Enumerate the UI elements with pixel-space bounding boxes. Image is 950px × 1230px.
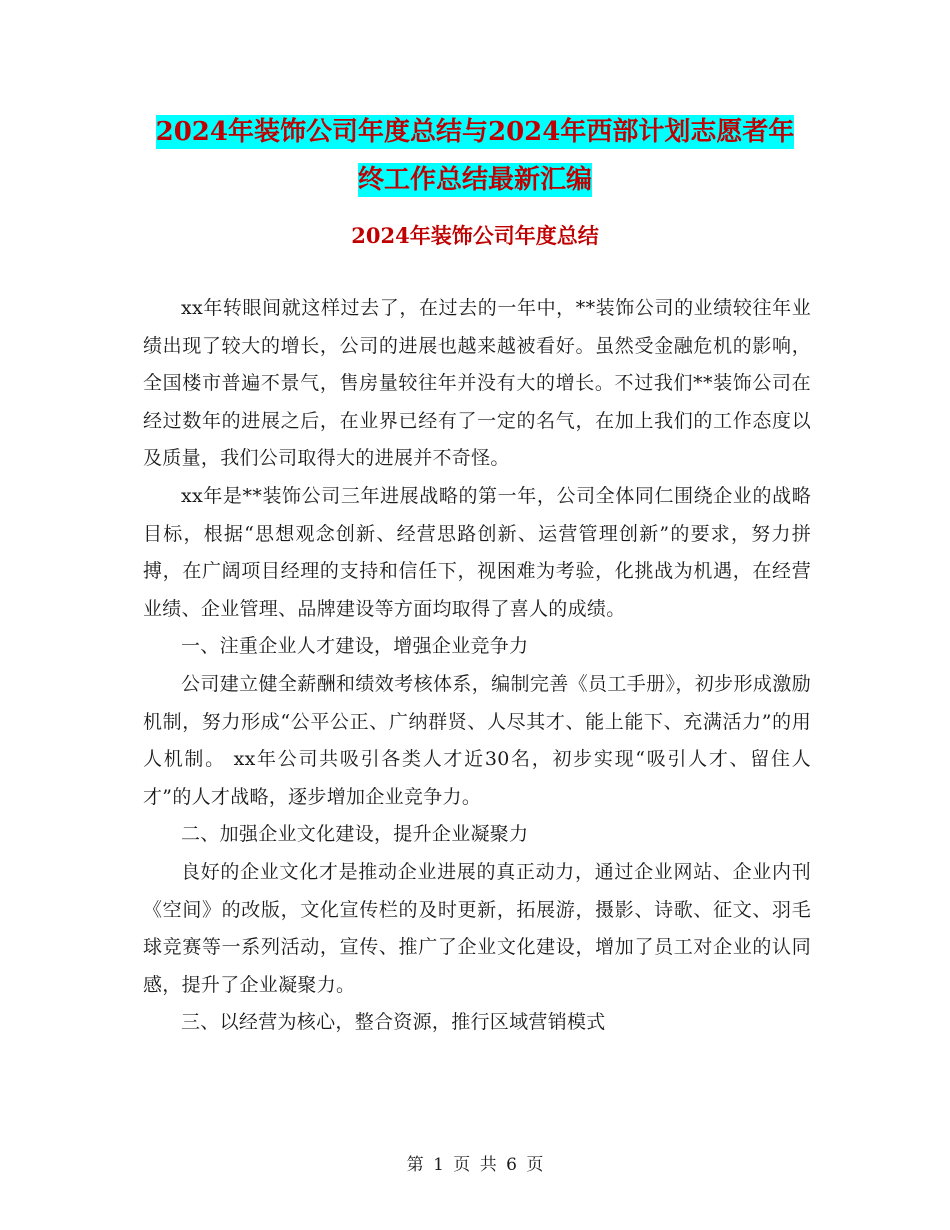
heading-paragraph: 二、加强企业文化建设，提升企业凝聚力 xyxy=(181,823,529,846)
document-title-line-1: 2024年装饰公司年度总结与2024年西部计划志愿者年 xyxy=(155,117,795,147)
paragraph: 良好的企业文化才是推动企业进展的真正动力，通过企业网站、企业内刊《空间》的改版，文化宣传栏的及时更新，拓展游，摄影、诗歌、征文、羽毛球竞赛等一系列活动，宣传、推广了企业文化建设，增加了员工对企业的认同感，提升了企业凝聚力。 xyxy=(143,860,811,996)
section-title: 2024年装饰公司年度总结 xyxy=(351,223,599,248)
heading-paragraph: 一、注重企业人才建设，增强企业竞争力 xyxy=(181,635,529,658)
document-title xyxy=(0,108,950,204)
document-body xyxy=(143,290,811,1042)
page-number-footer: 第 1 页 共 6 页 xyxy=(406,1155,544,1175)
paragraph: xx年转眼间就这样过去了，在过去的一年中，**装饰公司的业绩较往年业绩出现了较大的增长，公司的进展也越来越被看好。虽然受金融危机的影响，全国楼市普遍不景气，售房量较往年并没有大的增长。不过我们**装饰公司在经过数年的进展之后，在业界已经有了一定的名气，在加上我们的工作态度以及质量，我们公司取得大的进展并不奇怪。 xyxy=(143,297,811,470)
document-title-line-2: 终工作总结最新汇编 xyxy=(357,165,592,195)
paragraph: 公司建立健全薪酬和绩效考核体系，编制完善《员工手册》，初步形成激励机制，努力形成“公平公正、广纳群贤、人尽其才、能上能下、充满活力”的用人机制。 xx年公司共吸引各类人才近30名，初步实现“吸引人才、留住人才”的人才战略，逐步增加企业竞争力。 xyxy=(143,672,811,808)
heading-paragraph: 三、以经营为核心，整合资源，推行区域营销模式 xyxy=(181,1011,606,1034)
paragraph: xx年是**装饰公司三年进展战略的第一年，公司全体同仁围绕企业的战略目标，根据“思想观念创新、经营思路创新、运营管理创新”的要求，努力拼搏，在广阔项目经理的支持和信任下，视困难为考验，化挑战为机遇，在经营业绩、企业管理、品牌建设等方面均取得了喜人的成绩。 xyxy=(143,484,811,620)
